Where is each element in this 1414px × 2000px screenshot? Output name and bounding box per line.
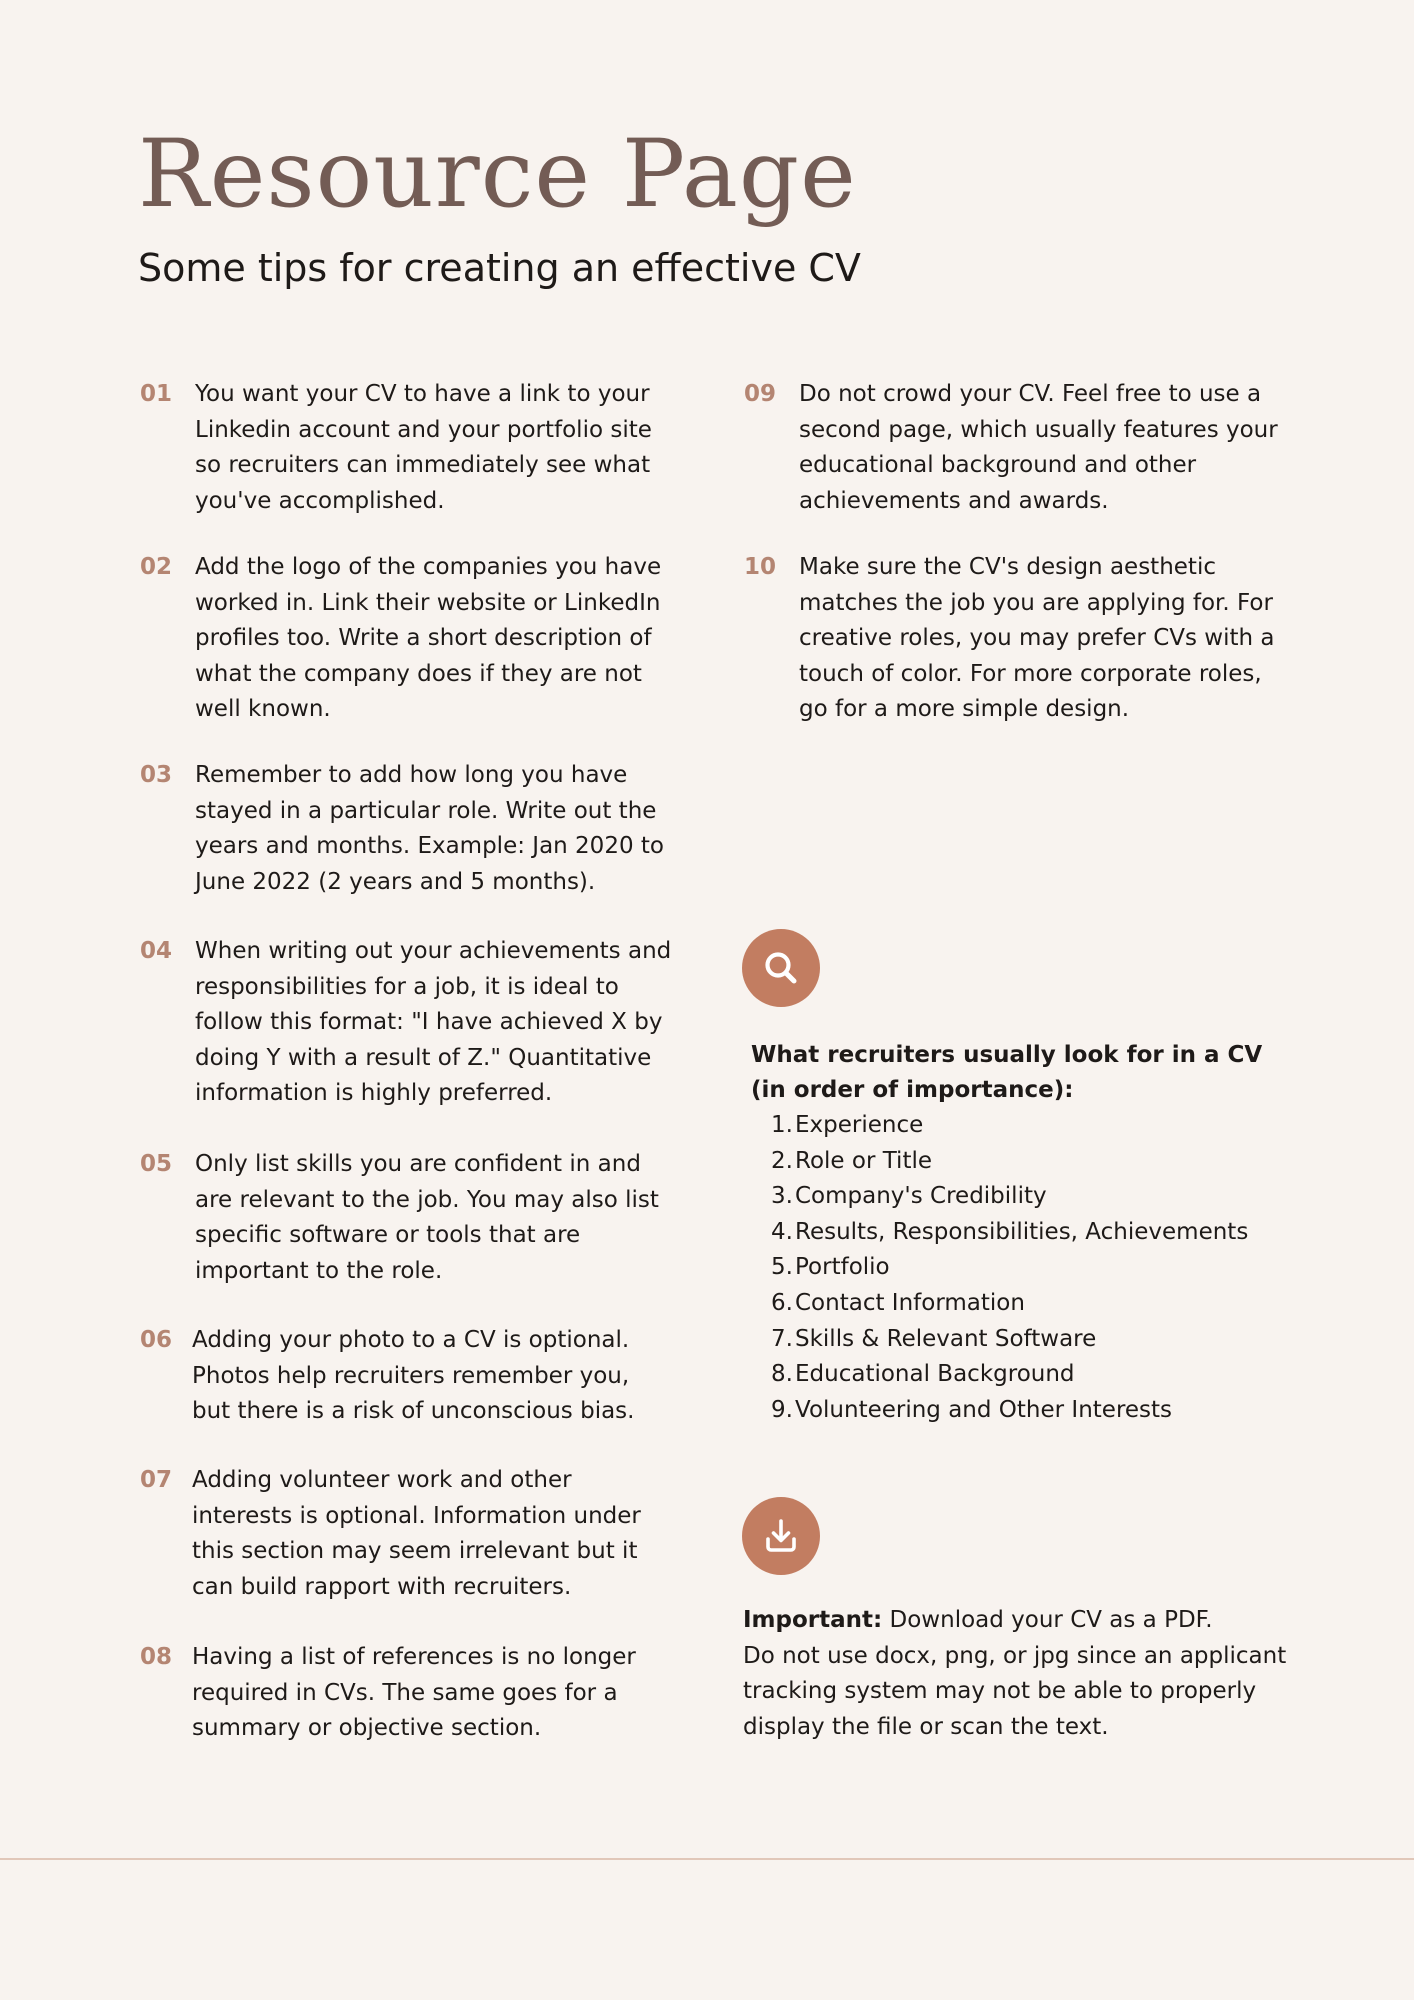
tip-text: Adding your photo to a CV is optional. Photos help recruiters remember you, but there is a risk of unconscious bias.	[192, 1327, 635, 1424]
page-title: Resource Page	[138, 120, 857, 229]
important-note	[743, 1603, 1323, 1745]
tip-09	[744, 377, 1278, 519]
tip-07	[140, 1463, 641, 1605]
important-text: Download your CV as a PDF. Do not use docx, png, or jpg since an applicant tracking system may not be able to properly display the file or scan the text.	[743, 1607, 1287, 1740]
page-subtitle: Some tips for creating an effective CV	[138, 246, 861, 290]
tip-05	[140, 1147, 659, 1289]
download-icon-glyph	[759, 1514, 803, 1558]
recruiter-criteria-list	[751, 1108, 1311, 1428]
list-item-label: Volunteering and Other Interests	[795, 1396, 1173, 1423]
list-item	[751, 1393, 1311, 1429]
tip-10	[744, 550, 1275, 728]
search-icon	[742, 929, 820, 1007]
tip-08	[140, 1640, 636, 1747]
download-icon	[742, 1497, 820, 1575]
list-item	[751, 1179, 1311, 1215]
list-item-number: 9.	[771, 1396, 793, 1423]
list-item	[751, 1215, 1311, 1251]
list-item-number: 6.	[771, 1289, 793, 1316]
tip-number: 10	[744, 554, 777, 580]
list-item-number: 3.	[771, 1183, 793, 1210]
tip-text: You want your CV to have a link to your Linkedin account and your portfolio site so recruiters can immediately see what you've accomplished.	[195, 381, 652, 514]
list-item	[751, 1286, 1311, 1322]
list-item	[751, 1357, 1311, 1393]
tip-text: Having a list of references is no longer required in CVs. The same goes for a summary or objective section.	[192, 1644, 636, 1741]
tip-text: Make sure the CV's design aesthetic matches the job you are applying for. For creative roles, you may prefer CVs with a touch of color. For more corporate roles, go for a more simple design.	[799, 554, 1275, 722]
list-item	[751, 1144, 1311, 1180]
tip-number: 09	[744, 381, 777, 407]
tip-text: When writing out your achievements and responsibilities for a job, it is ideal to follow this format: "I have achieved X by doing Y with a result of Z." Quantitative information is highly preferred.	[195, 938, 672, 1106]
list-item-number: 4.	[771, 1218, 793, 1245]
tip-number: 08	[140, 1644, 173, 1670]
recruiter-criteria	[751, 1038, 1311, 1428]
bottom-divider	[0, 1858, 1414, 1860]
tip-03	[140, 758, 664, 900]
tip-02	[140, 550, 661, 728]
tip-04	[140, 934, 671, 1112]
list-item-label: Experience	[795, 1112, 924, 1138]
tip-number: 05	[140, 1151, 173, 1177]
list-item-number: 8.	[771, 1361, 793, 1388]
search-icon-glyph	[759, 946, 803, 990]
list-item-label: Results, Responsibilities, Achievements	[795, 1218, 1249, 1245]
tip-text: Add the logo of the companies you have worked in. Link their website or LinkedIn profiles too. Write a short description of what the company does if they are not well known.	[195, 554, 662, 722]
list-item	[751, 1322, 1311, 1358]
tip-text: Do not crowd your CV. Feel free to use a second page, which usually features your educational background and other achievements and awards.	[799, 381, 1278, 514]
tip-number: 03	[140, 762, 173, 788]
list-item-label: Portfolio	[795, 1254, 890, 1281]
list-item-label: Role or Title	[795, 1147, 933, 1174]
list-item	[751, 1108, 1311, 1144]
list-item-label: Company's Credibility	[795, 1183, 1047, 1210]
list-item-number: 7.	[771, 1325, 793, 1352]
list-item	[751, 1250, 1311, 1286]
tip-text: Remember to add how long you have stayed in a particular role. Write out the years and months. Example: Jan 2020 to June 2022 (2 years and 5 months).	[195, 762, 664, 895]
list-item-label: Contact Information	[795, 1289, 1025, 1316]
important-label: Important:	[743, 1607, 883, 1633]
recruiter-criteria-heading: What recruiters usually look for in a CV (in order of importance):	[751, 1042, 1263, 1103]
list-item-number: 5.	[771, 1254, 793, 1281]
tip-text: Adding volunteer work and other interests is optional. Information under this section may seem irrelevant but it can build rapport with recruiters.	[192, 1467, 641, 1600]
tip-number: 02	[140, 554, 173, 580]
list-item-number: 2.	[771, 1147, 793, 1174]
tip-06	[140, 1323, 634, 1430]
list-item-label: Skills & Relevant Software	[795, 1325, 1097, 1352]
tip-number: 01	[140, 381, 173, 407]
tip-text: Only list skills you are confident in and are relevant to the job. You may also list specific software or tools that are important to the role.	[195, 1151, 659, 1284]
tip-number: 04	[140, 938, 173, 964]
tip-number: 07	[140, 1467, 173, 1493]
list-item-label: Educational Background	[795, 1361, 1075, 1388]
tip-01	[140, 377, 652, 519]
list-item-number: 1.	[771, 1112, 793, 1138]
tip-number: 06	[140, 1327, 173, 1353]
